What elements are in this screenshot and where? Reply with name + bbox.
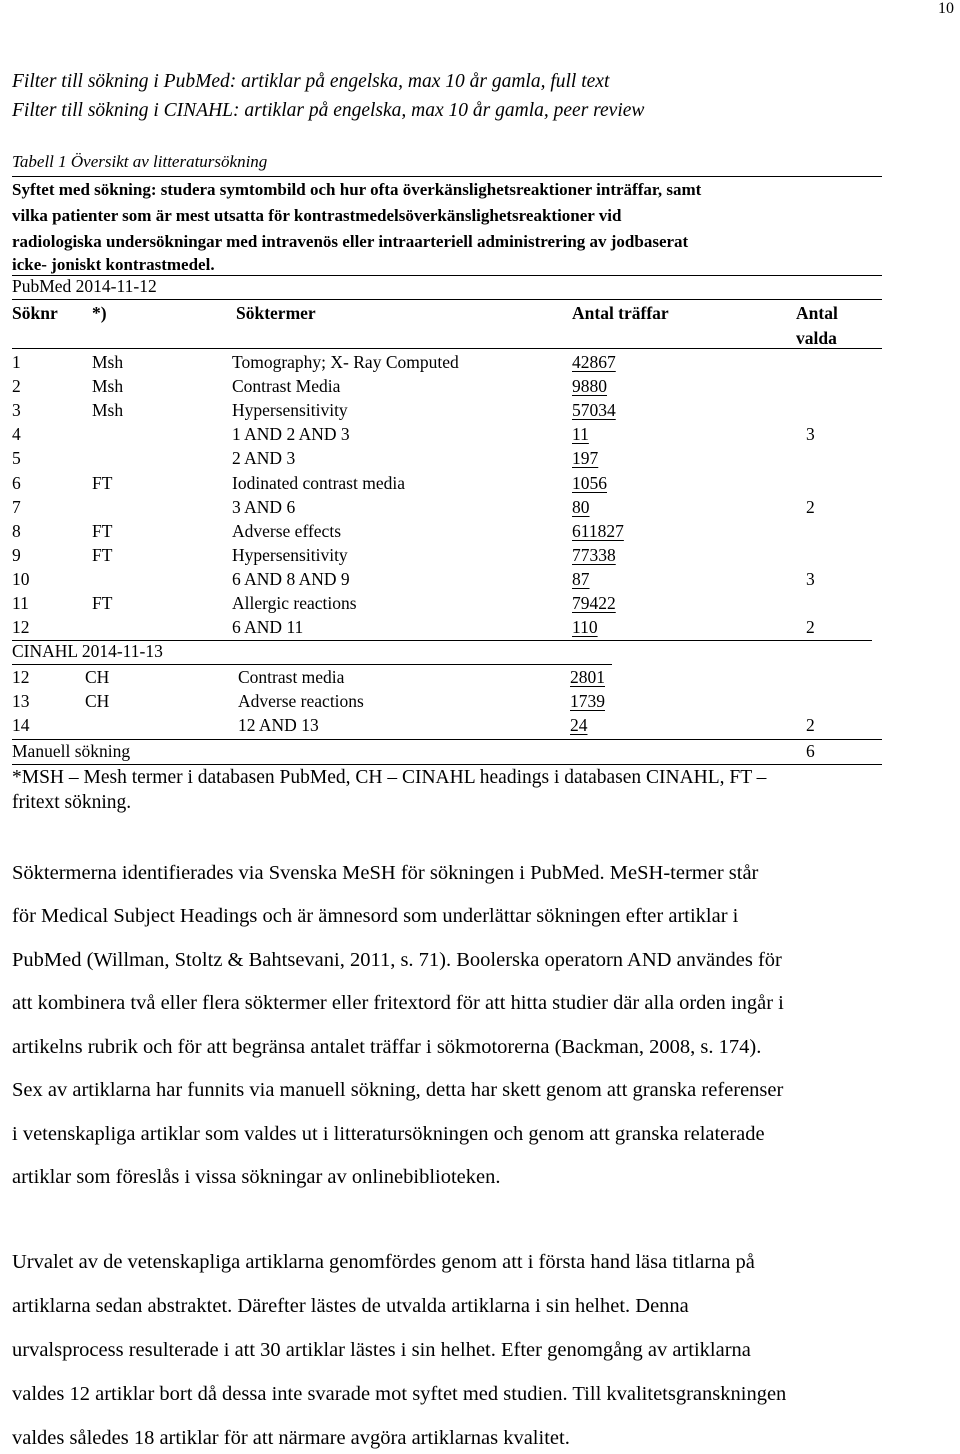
page-number: 10 (938, 0, 954, 17)
paragraph-line: urvalsprocess resulterade i att 30 artiklar lästes i sin helhet. Efter genomgång av artiklarna (12, 1339, 751, 1361)
cell-hits: 611827 (572, 520, 624, 541)
cell-soknr: 11 (12, 593, 29, 613)
paragraph-line: Söktermerna identifierades via Svenska MeSH för sökningen i PubMed. MeSH-termer står (12, 862, 759, 884)
filter-pubmed: Filter till sökning i PubMed: artiklar på engelska, max 10 år gamla, full text (12, 71, 610, 92)
cell-hits: 24 (570, 715, 588, 736)
cell-type: FT (92, 472, 113, 493)
cell-soknr: 8 (12, 520, 21, 541)
paragraph-line: valdes således 18 artiklar för att närmare avgöra artiklarnas kvalitet. (12, 1427, 570, 1449)
header-hits: Antal träffar (572, 303, 669, 323)
cell-term: 3 AND 6 (232, 496, 296, 517)
cell-selected: 3 (806, 424, 815, 445)
cell-hits: 1056 (572, 472, 607, 493)
cell-type: CH (85, 667, 110, 687)
cell-soknr: 12 (12, 667, 30, 687)
cell-selected: 2 (806, 496, 815, 517)
cell-type: Msh (92, 352, 124, 372)
cell-soknr: 5 (12, 448, 21, 469)
cell-hits: 42867 (572, 352, 616, 372)
cell-soknr: 14 (12, 715, 30, 736)
cell-soknr: 6 (12, 472, 21, 493)
cell-type: Msh (92, 376, 124, 397)
header-rule (12, 348, 882, 349)
paragraph-line: att kombinera två eller flera söktermer eller fritextord för att hitta studier där alla orden ingår i (12, 992, 784, 1014)
table-rule-top (12, 176, 882, 177)
cell-term: 2 AND 3 (232, 448, 296, 469)
cell-hits: 87 (572, 568, 590, 589)
cell-hits: 110 (572, 617, 598, 638)
cell-term: Contrast media (238, 667, 345, 687)
purpose-line: Syftet med sökning: studera symtombild och hur ofta överkänslighetsreaktioner inträffar, samt (12, 180, 702, 199)
cinahl-rule (12, 664, 612, 665)
cell-term: Iodinated contrast media (232, 472, 405, 493)
cell-soknr: 3 (12, 400, 21, 421)
cell-term: Tomography; X- Ray Computed (232, 352, 459, 372)
header-terms: Söktermer (236, 303, 316, 323)
cell-soknr: 7 (12, 496, 21, 517)
header-selected: Antal (796, 303, 838, 323)
cell-soknr: 13 (12, 691, 30, 712)
cell-type: FT (92, 544, 113, 565)
header-selected-2: valda (796, 328, 837, 348)
cell-term: Contrast Media (232, 376, 341, 397)
manual-search-label: Manuell sökning (12, 741, 131, 761)
cell-selected: 3 (806, 568, 815, 589)
paragraph-line: artikelns rubrik och för att begränsa antalet träffar i sökmotorerna (Backman, 2008, s. 174). (12, 1036, 762, 1058)
cell-hits: 57034 (572, 400, 616, 421)
cell-selected: 2 (806, 715, 815, 736)
cell-term: Allergic reactions (232, 593, 357, 613)
cell-soknr: 12 (12, 617, 30, 638)
cinahl-end-rule (12, 739, 882, 740)
paragraph-line: valdes 12 artiklar bort då dessa inte svarade mot syftet med studien. Till kvalitetsgranskningen (12, 1383, 787, 1405)
footnote-line: *MSH – Mesh termer i databasen PubMed, CH – CINAHL headings i databasen CINAHL, FT – (12, 767, 767, 788)
cell-type: Msh (92, 400, 124, 421)
paragraph-line: i vetenskapliga artiklar som valdes ut i litteratursökningen och genom att granska relaterade (12, 1123, 765, 1145)
cell-hits: 77338 (572, 544, 616, 565)
cell-hits: 79422 (572, 593, 616, 613)
cell-hits: 80 (572, 496, 590, 517)
paragraph-line: för Medical Subject Headings och är ämnesord som underlättar sökningen efter artiklar i (12, 905, 739, 927)
cell-term: 1 AND 2 AND 3 (232, 424, 350, 445)
cell-soknr: 1 (12, 352, 21, 372)
cell-type: CH (85, 691, 110, 712)
cell-type: FT (92, 593, 113, 613)
cell-term: 12 AND 13 (238, 715, 319, 736)
cell-soknr: 4 (12, 424, 21, 445)
cell-term: Adverse effects (232, 520, 341, 541)
cell-hits: 2801 (570, 667, 605, 687)
manual-search-selected: 6 (806, 741, 815, 761)
cinahl-label: CINAHL 2014-11-13 (12, 641, 163, 661)
paragraph-line: artiklar som föreslås i vissa sökningar av onlinebiblioteken. (12, 1166, 501, 1188)
paragraph-line: artiklarna sedan abstraktet. Därefter lästes de utvalda artiklarna i sin helhet. Denna (12, 1295, 689, 1317)
paragraph-line: Sex av artiklarna har funnits via manuell sökning, detta har skett genom att granska referenser (12, 1079, 784, 1101)
cell-soknr: 10 (12, 568, 30, 589)
cell-term: 6 AND 11 (232, 617, 304, 638)
purpose-line: icke- joniskt kontrastmedel. (12, 255, 215, 274)
table-caption: Tabell 1 Översikt av litteratursökning (12, 152, 268, 171)
cell-hits: 197 (572, 448, 599, 469)
cell-hits: 1739 (570, 691, 605, 712)
cell-soknr: 9 (12, 544, 21, 565)
paragraph-line: PubMed (Willman, Stoltz & Bahtsevani, 2011, s. 71). Boolerska operatorn AND användes för (12, 949, 782, 971)
cell-hits: 11 (572, 424, 589, 445)
paragraph-line: Urvalet av de vetenskapliga artiklarna genomfördes genom att i första hand läsa titlarna på (12, 1251, 755, 1273)
header-type: *) (92, 303, 107, 323)
cell-term: Adverse reactions (238, 691, 364, 712)
pubmed-label: PubMed 2014-11-12 (12, 276, 157, 296)
purpose-line: radiologiska undersökningar med intravenös eller intraarteriell administrering av jodbaserat (12, 232, 689, 251)
cell-selected: 2 (806, 617, 815, 638)
cell-term: Hypersensitivity (232, 544, 348, 565)
purpose-line: vilka patienter som är mest utsatta för kontrastmedelsöverkänslighetsreaktioner vid (12, 206, 622, 225)
cell-type: FT (92, 520, 113, 541)
table-rule-bottom (12, 764, 882, 765)
cell-hits: 9880 (572, 376, 607, 397)
header-soknr: Söknr (12, 303, 58, 323)
filter-cinahl: Filter till sökning i CINAHL: artiklar på engelska, max 10 år gamla, peer review (12, 100, 645, 121)
cell-soknr: 2 (12, 376, 21, 397)
pubmed-rule (12, 299, 882, 300)
cell-term: 6 AND 8 AND 9 (232, 568, 350, 589)
cell-term: Hypersensitivity (232, 400, 348, 421)
footnote-line: fritext sökning. (12, 792, 132, 813)
